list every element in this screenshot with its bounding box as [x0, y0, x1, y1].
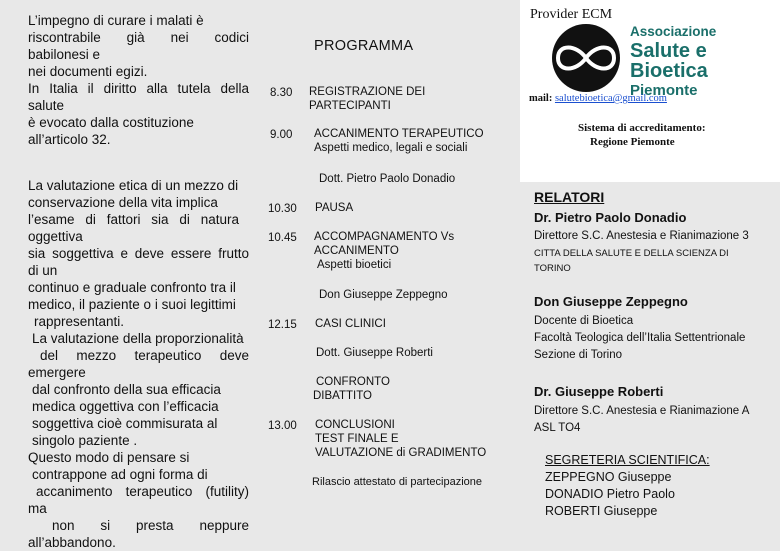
body-line: conservazione della vita implica [28, 195, 218, 210]
schedule-line: TEST FINALE E [315, 433, 399, 445]
relatore-role: Docente di Bioetica [534, 315, 634, 327]
logo-text [630, 22, 716, 100]
schedule-speaker: Don Giuseppe Zeppegno [319, 289, 448, 301]
schedule-line: REGISTRAZIONE DEI [309, 86, 426, 98]
intro-line: riscontrabile già nei codici [28, 30, 249, 45]
body-line: contrappone ad ogni forma di [32, 467, 208, 482]
segreteria-name: DONADIO Pietro Paolo [545, 487, 675, 501]
body-line: emergere [28, 365, 86, 380]
mail-row [529, 93, 667, 104]
provider-panel [520, 0, 780, 182]
schedule-speaker: Dott. Pietro Paolo Donadio [319, 173, 456, 185]
body-line: rappresentanti. [34, 314, 125, 329]
schedule-speaker: Dott. Giuseppe Roberti [316, 347, 433, 359]
relatore-name: Dr. Giuseppe Roberti [534, 384, 664, 399]
segreteria-name: ROBERTI Giuseppe [545, 504, 658, 518]
body-line: sia soggettiva e deve essere frutto [28, 246, 249, 261]
relatore-org: Facoltà Teologica dell’Italia Settentrionale [534, 332, 746, 344]
relatore-name: Dr. Pietro Paolo Donadio [534, 210, 687, 225]
body-line: non si presta neppure [52, 518, 249, 533]
schedule-time: 12.15 [268, 319, 297, 331]
mail-label: mail: [529, 93, 553, 104]
logo-line: Piemonte [630, 82, 698, 99]
schedule-time: 8.30 [270, 87, 293, 99]
segreteria-name: ZEPPEGNO Giuseppe [545, 470, 672, 484]
infinity-logo-icon [538, 22, 634, 94]
body-line: La valutazione etica di un mezzo di [28, 178, 239, 193]
intro-line: L’impegno di curare i malati è [28, 13, 204, 28]
relatore-org: Sezione di Torino [534, 349, 623, 361]
body-line: di un [28, 263, 58, 278]
intro-line: salute [28, 98, 65, 113]
schedule-time: 10.45 [268, 232, 297, 244]
schedule-line: CONCLUSIONI [315, 419, 395, 431]
schedule-item [309, 85, 425, 113]
body-line: continuo e graduale confronto tra il [28, 280, 236, 295]
schedule-item [314, 230, 454, 272]
relatore-name: Don Giuseppe Zeppegno [534, 294, 688, 309]
body-line: medico, il paziente o i suoi legittimi [28, 297, 236, 312]
schedule-line: DIBATTITO [313, 390, 372, 402]
body-line: l’esame di fattori sia di natura [28, 212, 239, 227]
intro-line: è evocato dalla costituzione [28, 115, 194, 130]
schedule-time: 13.00 [268, 420, 297, 432]
intro-line: In Italia il diritto alla tutela della [28, 81, 249, 96]
schedule-item [313, 375, 390, 403]
body-line: dal confronto della sua efficacia [32, 382, 221, 397]
intro-line: all’articolo 32. [28, 132, 111, 147]
ethics-paragraph [28, 177, 249, 551]
schedule-line: Aspetti medico, legali e sociali [314, 142, 468, 154]
relatore-org: TORINO [534, 263, 571, 274]
body-line: medica oggettiva con l’efficacia [32, 399, 219, 414]
schedule-line: ACCANIMENTO TERAPEUTICO [314, 128, 484, 140]
schedule-time: 9.00 [270, 129, 293, 141]
intro-line: babilonesi e [28, 47, 101, 62]
schedule-line: CONFRONTO [316, 376, 390, 388]
body-line: soggettiva cioè commisurata al [32, 416, 218, 431]
relatore-role: Direttore S.C. Anestesia e Rianimazione 3 [534, 230, 749, 242]
segreteria-names [545, 469, 675, 520]
body-line: Questo modo di pensare si [28, 450, 190, 465]
schedule-item [315, 418, 486, 460]
body-line: ma [28, 501, 47, 516]
relatore-role: Direttore S.C. Anestesia e Rianimazione A [534, 405, 750, 417]
relatori-title: RELATORI [534, 189, 605, 205]
intro-line: nei documenti egizi. [28, 64, 148, 79]
accreditation-region: Regione Piemonte [590, 136, 675, 148]
accreditation-title: Sistema di accreditamento: [578, 122, 706, 134]
schedule-line: Aspetti bioetici [317, 259, 392, 271]
schedule-item: PAUSA [315, 202, 354, 214]
logo-line: Salute e [630, 40, 707, 62]
programma-title: PROGRAMMA [314, 38, 414, 54]
schedule-line: PARTECIPANTI [309, 100, 391, 112]
schedule-line: ACCOMPAGNAMENTO Vs [314, 231, 455, 243]
mail-link[interactable]: salutebioetica@gmail.com [554, 93, 667, 104]
schedule-line: VALUTAZIONE di GRADIMENTO [315, 447, 487, 459]
body-line: accanimento terapeutico (futility) [36, 484, 249, 499]
relatore-org: ASL TO4 [534, 422, 581, 434]
relatore-org: CITTA DELLA SALUTE E DELLA SCIENZA DI [534, 248, 729, 259]
schedule-time: 10.30 [268, 203, 297, 215]
body-line: oggettiva [28, 229, 83, 244]
schedule-note: Rilascio attestato di partecipazione [312, 476, 482, 488]
logo-line: Associazione [630, 24, 717, 39]
schedule-item [314, 127, 484, 155]
provider-label: Provider ECM [530, 7, 613, 22]
schedule-line: ACCANIMENTO [314, 245, 399, 257]
segreteria-title: SEGRETERIA SCIENTIFICA: [545, 453, 710, 467]
body-line: singolo paziente . [32, 433, 138, 448]
body-line: del mezzo terapeutico deve [40, 348, 249, 363]
intro-paragraph [28, 12, 249, 148]
body-line: all’abbandono. [28, 535, 116, 550]
body-line: La valutazione della proporzionalità [32, 331, 244, 346]
logo-line: Bioetica [630, 60, 708, 82]
schedule-item: CASI CLINICI [315, 318, 386, 330]
